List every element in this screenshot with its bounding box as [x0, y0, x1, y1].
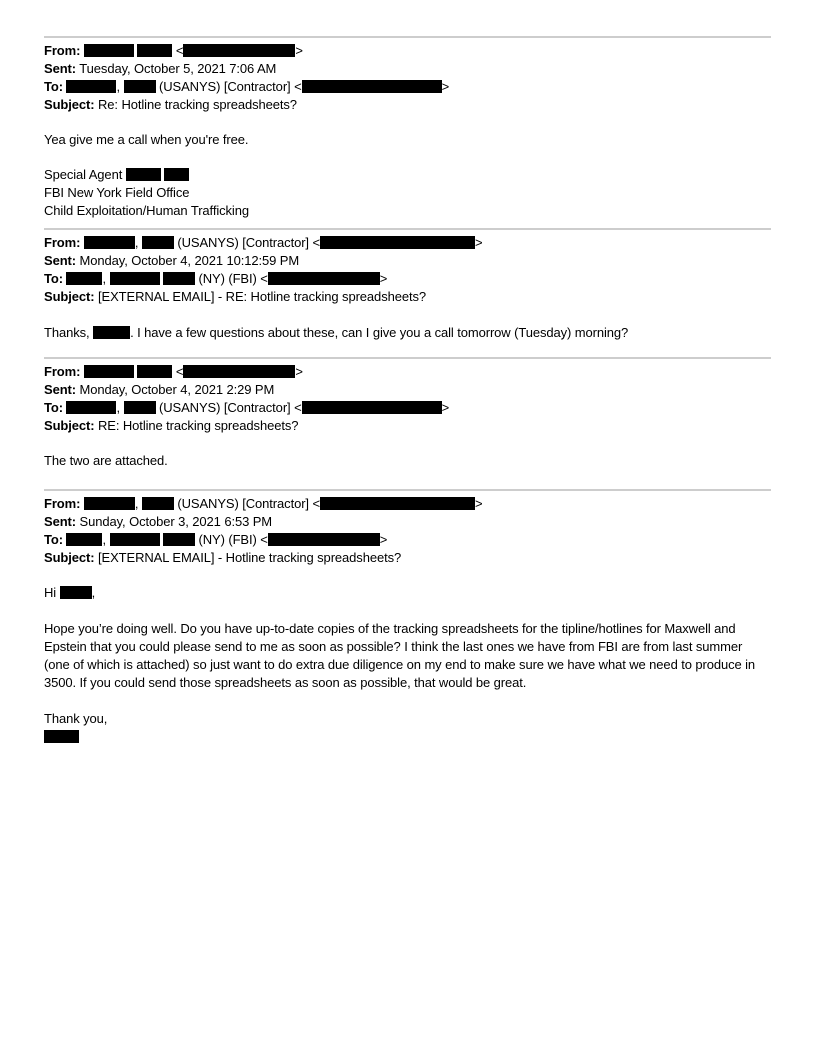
- subject-label: Subject:: [44, 97, 95, 112]
- signature-line: Child Exploitation/Human Trafficking: [44, 203, 249, 218]
- email-header: [44, 495, 771, 567]
- from-value: < >: [84, 364, 303, 379]
- redaction-bar: [137, 365, 172, 378]
- from-label: From:: [44, 235, 81, 250]
- from-value: , (USANYS) [Contractor] < >: [84, 496, 483, 511]
- redaction-bar: [268, 533, 380, 546]
- email-message-1: [44, 42, 771, 220]
- redaction-bar: [268, 272, 380, 285]
- subject-label: Subject:: [44, 418, 95, 433]
- from-line: [44, 42, 771, 60]
- to-line: [44, 399, 771, 417]
- to-label: To:: [44, 532, 63, 547]
- to-value: , (USANYS) [Contractor] < >: [66, 400, 449, 415]
- sent-label: Sent:: [44, 61, 77, 76]
- sent-label: Sent:: [44, 253, 77, 268]
- redaction-bar: [320, 236, 475, 249]
- to-label: To:: [44, 79, 63, 94]
- sent-value: Tuesday, October 5, 2021 7:06 AM: [79, 61, 277, 76]
- body-paragraph: Yea give me a call when you're free.: [44, 132, 249, 147]
- redaction-bar: [110, 533, 160, 546]
- redaction-bar: [66, 80, 116, 93]
- redaction-bar: [93, 326, 130, 339]
- greeting-line: Hi ,: [44, 585, 96, 600]
- subject-label: Subject:: [44, 289, 95, 304]
- redaction-bar: [110, 272, 160, 285]
- to-line: [44, 270, 771, 288]
- redaction-bar: [66, 401, 116, 414]
- redaction-bar: [302, 401, 442, 414]
- body-paragraph: The two are attached.: [44, 453, 168, 468]
- to-value: , (USANYS) [Contractor] < >: [66, 79, 449, 94]
- email-header: [44, 42, 771, 114]
- subject-value: RE: Hotline tracking spreadsheets?: [98, 418, 299, 433]
- sent-label: Sent:: [44, 382, 77, 397]
- sent-value: Monday, October 4, 2021 2:29 PM: [79, 382, 275, 397]
- closing-line: Thank you,: [44, 711, 108, 726]
- email-message-3: [44, 363, 771, 470]
- body-paragraph: Thanks, . I have a few questions about these, can I give you a call tomorrow (Tuesday) morning?: [44, 325, 629, 340]
- redaction-bar: [320, 497, 475, 510]
- from-value: , (USANYS) [Contractor] < >: [84, 235, 483, 250]
- sent-line: [44, 513, 771, 531]
- email-header: [44, 234, 771, 306]
- redaction-bar: [84, 44, 134, 57]
- subject-line: [44, 417, 771, 435]
- redaction-bar: [44, 730, 79, 743]
- subject-value: [EXTERNAL EMAIL] - Hotline tracking spreadsheets?: [98, 550, 402, 565]
- to-line: [44, 531, 771, 549]
- redaction-bar: [84, 365, 134, 378]
- signature-block: [44, 166, 771, 220]
- subject-line: [44, 549, 771, 567]
- thread-divider: [44, 36, 771, 38]
- from-label: From:: [44, 364, 81, 379]
- redaction-bar: [183, 44, 295, 57]
- redaction-bar: [142, 236, 174, 249]
- redaction-bar: [164, 168, 189, 181]
- body-paragraph: Hope you’re doing well. Do you have up-to-date copies of the tracking spreadsheets for the tipline/hotlines for Maxwell and Epstein that you could please send to me as soon as possible? I think the last ones we have from FBI are from last summer (one of which is attached) so just want to do extra due diligence on my end to make sure we have what we need to produce in 3500. If you could send those spreadsheets as soon as possible, that would be great.: [44, 621, 756, 690]
- redaction-bar: [124, 401, 156, 414]
- email-message-4: [44, 495, 771, 746]
- subject-label: Subject:: [44, 550, 95, 565]
- from-line: [44, 234, 771, 252]
- redaction-bar: [66, 272, 102, 285]
- redaction-bar: [183, 365, 295, 378]
- sent-line: [44, 252, 771, 270]
- redaction-bar: [302, 80, 442, 93]
- from-line: [44, 363, 771, 381]
- email-message-2: [44, 234, 771, 342]
- subject-value: [EXTERNAL EMAIL] - RE: Hotline tracking spreadsheets?: [98, 289, 427, 304]
- thread-divider: [44, 489, 771, 491]
- from-line: [44, 495, 771, 513]
- redaction-bar: [137, 44, 172, 57]
- subject-value: Re: Hotline tracking spreadsheets?: [98, 97, 297, 112]
- redaction-bar: [84, 497, 135, 510]
- redaction-bar: [60, 586, 92, 599]
- to-line: [44, 78, 771, 96]
- thread-divider: [44, 228, 771, 230]
- subject-line: [44, 288, 771, 306]
- redaction-bar: [66, 533, 102, 546]
- redaction-bar: [124, 80, 156, 93]
- redaction-bar: [142, 497, 174, 510]
- sent-value: Sunday, October 3, 2021 6:53 PM: [79, 514, 273, 529]
- redaction-bar: [163, 533, 195, 546]
- to-value: , (NY) (FBI) < >: [66, 271, 387, 286]
- sent-line: [44, 60, 771, 78]
- from-label: From:: [44, 43, 81, 58]
- redaction-bar: [163, 272, 195, 285]
- sent-value: Monday, October 4, 2021 10:12:59 PM: [79, 253, 300, 268]
- to-label: To:: [44, 400, 63, 415]
- signature-line: FBI New York Field Office: [44, 185, 190, 200]
- email-header: [44, 363, 771, 435]
- sent-label: Sent:: [44, 514, 77, 529]
- from-label: From:: [44, 496, 81, 511]
- redaction-bar: [84, 236, 135, 249]
- to-value: , (NY) (FBI) < >: [66, 532, 387, 547]
- signature-line: Special Agent: [44, 166, 771, 184]
- subject-line: [44, 96, 771, 114]
- redaction-bar: [126, 168, 161, 181]
- thread-divider: [44, 357, 771, 359]
- sent-line: [44, 381, 771, 399]
- signature-line: [44, 728, 771, 746]
- from-value: < >: [84, 43, 303, 58]
- to-label: To:: [44, 271, 63, 286]
